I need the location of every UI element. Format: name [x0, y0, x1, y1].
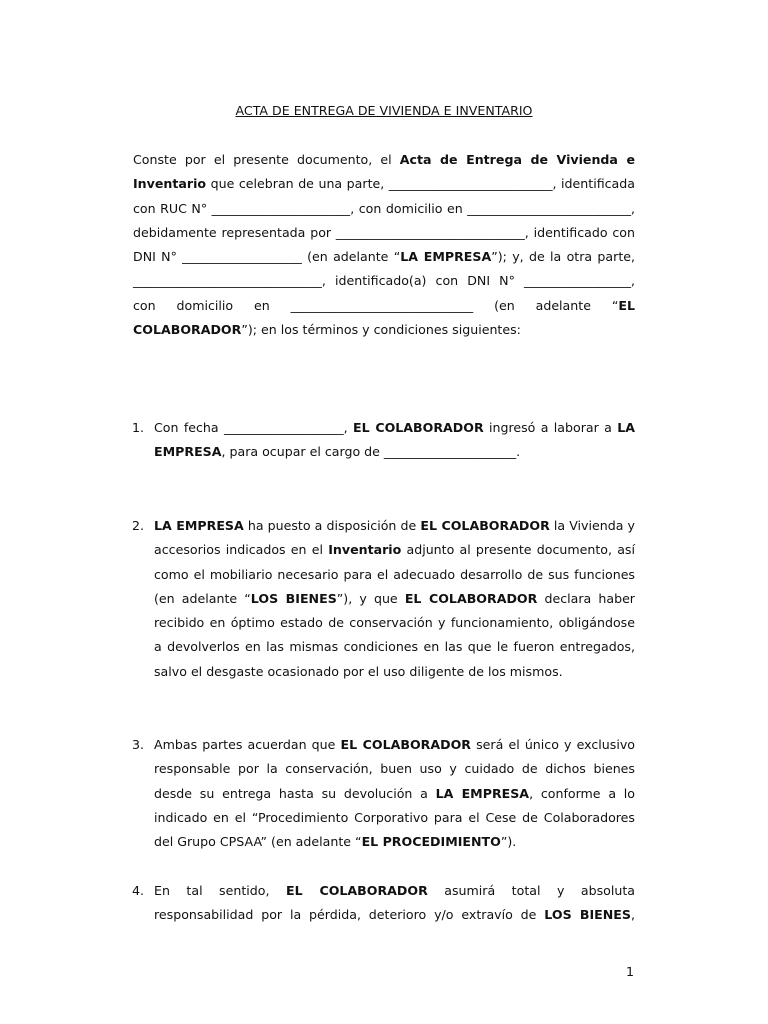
item-4-text-2: asumirá total y absoluta responsabilidad por la pérdida, deterioro y/o extravío de [154, 883, 635, 923]
item-2-text-1: ha puesto a disposición de [243, 518, 421, 533]
item-2-text [154, 514, 635, 684]
item-4-text-3: , [630, 907, 635, 923]
item-2-text-2: la Vivienda y accesorios indicados en el [154, 518, 635, 558]
intro-text-1: Conste por el presente documento, el [133, 152, 400, 167]
item-2-bold-5: EL COLABORADOR [404, 590, 538, 606]
item-1-bold-2: LA EMPRESA [154, 420, 635, 460]
item-3-bold-1: EL COLABORADOR [340, 737, 471, 752]
item-3-text-2: será el único y exclusivo responsable por la conservación, buen uso y cuidado de dichos bienes desde su entrega hasta su devolución a [154, 737, 635, 801]
item-2-text-5: declara haber recibido en óptimo estado de conservación y funcionamiento, obligándose a devolverlos en las mismas condiciones en las que le fueron entregados, salvo el desgaste ocasionado por el uso diligente de los mismos. [154, 590, 635, 679]
item-3-text [154, 733, 635, 854]
item-4-text [154, 879, 635, 928]
item-2-bold-3: Inventario [328, 542, 402, 558]
item-1-text-3: , para ocupar el cargo de _____________________. [221, 444, 521, 460]
item-1-text [154, 416, 635, 465]
item-2-text-4: ”), y que [336, 590, 405, 606]
intro-text-3: ”); y, de la otra parte, ______________________________, identificado(a) con DNI N° _________________, con domicilio en _____________________________ (en adelante “ [133, 249, 636, 313]
page-number: 1 [626, 964, 635, 979]
intro-paragraph [133, 148, 635, 342]
document-title: ACTA DE ENTREGA DE VIVIENDA E INVENTARIO [235, 103, 533, 118]
intro-bold-empresa: LA EMPRESA [400, 249, 492, 265]
item-3-bold-3: EL PROCEDIMIENTO [361, 834, 501, 850]
item-4-text-1: En tal sentido, [154, 883, 286, 898]
item-2-number: 2. [132, 518, 145, 533]
item-1-number: 1. [132, 420, 145, 435]
item-3-bold-2: LA EMPRESA [435, 785, 530, 801]
item-1-text-1: Con fecha ___________________, [154, 420, 353, 435]
item-1-text-2: ingresó a laborar a [483, 420, 618, 435]
item-2-bold-4: LOS BIENES [250, 590, 337, 606]
item-4-bold-2: LOS BIENES [544, 907, 631, 923]
item-2-bold-2: EL COLABORADOR [420, 518, 550, 533]
item-3-text-3: , conforme a lo indicado en el “Procedimiento Corporativo para el Cese de Colaboradores del Grupo CPSAA” (en adelante “ [154, 785, 636, 850]
item-2-bold-1: LA EMPRESA [154, 518, 244, 533]
item-4-bold-1: EL COLABORADOR [285, 883, 428, 898]
intro-bold-acta: Acta de Entrega de Vivienda e Inventario [133, 152, 635, 192]
item-4-number: 4. [132, 883, 145, 898]
item-1-bold-1: EL COLABORADOR [352, 420, 484, 435]
intro-text-4: ”); en los términos y condiciones siguientes: [241, 322, 521, 338]
intro-text-2: que celebran de una parte, __________________________, identificada con RUC N° ______________________, con domicilio en __________________________, debidamente representada por ______________________________, identificado con DNI N° ___________________ (en adelante “ [133, 176, 635, 265]
intro-bold-colaborador: EL COLABORADOR [133, 297, 635, 338]
item-3-number: 3. [132, 737, 145, 752]
item-3-text-1: Ambas partes acuerdan que [154, 737, 341, 752]
item-2-text-3: adjunto al presente documento, así como el mobiliario necesario para el adecuado desarrollo de sus funciones (en adelante “ [154, 542, 635, 606]
item-3-text-4: ”). [500, 834, 517, 850]
